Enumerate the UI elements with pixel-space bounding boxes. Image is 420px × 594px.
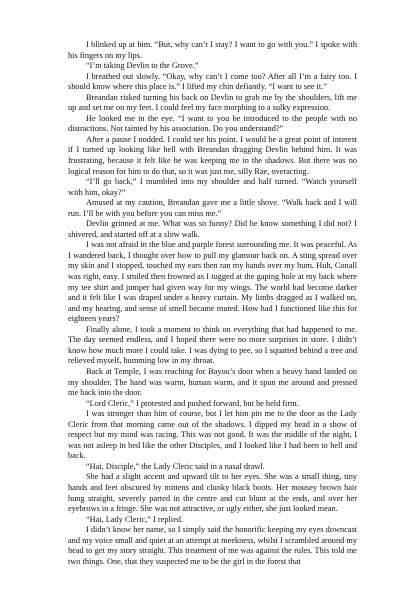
paragraph: After a pause I nodded. I could see his point. I would be a great point of interest if I turned up looking like hell with Breandan dragging Devlin behind him. It was frustrating, because it felt like he was keeping me in the shadows. But there was no logical reason for him to do that, so it was just me, silly Rae, overacting. xyxy=(68,134,357,176)
paragraph: I was stronger than him of course, but I let him pin me to the door as the Lady Cleric from that morning came out of the shadows. I dipped my head in a show of respect but my mind was racing. This was not good. It was the middle of the night, I was not asleep in bed like the other Disciples, and I looked like I had been to hell and back. xyxy=(68,409,357,461)
body-text xyxy=(68,40,357,567)
paragraph: “Hai, Lady Cleric,” I replied. xyxy=(86,514,183,524)
paragraph: “Lord Cleric,” I protested and pushed forward, but he held firm. xyxy=(86,398,299,408)
paragraph: “I’ll go back,” I mumbled into my shoulder and half turned. “Watch yourself with him, okay?” xyxy=(68,177,357,197)
paragraph: “Hai, Disciple,” the Lady Cleric said in a nasal drawl. xyxy=(86,461,265,471)
paragraph: “I’m taking Devlin to the Grove.” xyxy=(86,61,199,71)
paragraph: She had a slight accent and upward tilt to her eyes. She was a small thing, tiny hands and feet obscured by mittens and clunky black boots. Her mousey brown hair hung straight, severely parted in the centre and cut blunt at the ends, and over her eyebrows in a fringe. She was not attractive, or ugly either, she just looked mean. xyxy=(68,472,357,514)
paragraph: Devlin grinned at me. What was so funny? Did he know something I did not? I shivered, and started off at a slow walk. xyxy=(68,219,357,239)
paragraph: He looked me in the eye. “I want to you be introduced to the people with no distractions. Not tainted by his association. Do you understand?” xyxy=(68,113,357,134)
paragraph: Breandan risked turning his back on Devlin to grab me by the shoulders, lift me up and set me on my feet. I could feel my face morphing to a sulky expression. xyxy=(68,92,357,113)
paragraph: I breathed out slowly. “Okay, why can’t I come too? After all I’m a fairy too. I should know where this place is.” I lifted my chin defiantly. “I want to see it.” xyxy=(68,71,357,92)
paragraph: Finally alone, I took a moment to think on everything that had happened to me. The day seemed endless, and I hoped there were no more surprises in store. I didn’t know how much more I could take. I was dying to pee, so I squatted behind a tree and relieved myself, humming low in my throat. xyxy=(68,324,357,366)
paragraph: I didn’t know her name, so I simply said the honorific keeping my eyes downcast and my voice small and quiet at an attempt at meekness, whilst I scrambled around my head to get my story straight. This treatment of me was against the rules. This told me two things. One, that they suspected me to be the girl in the forest that xyxy=(68,525,357,566)
paragraph: Back at Temple, I was reaching for Bayou’s door when a heavy hand landed on my shoulder. The hand was warm, human warm, and it spun me around and pressed me back into the door. xyxy=(68,366,357,398)
paragraph: I was not afraid in the blue and purple forest surrounding me. It was peaceful. As I wandered back, I thought over how to pull my glamour back on. A sting spread over my skin and I stopped, touched my ears then ran my hands over my bum. Huh, Conall was right, easy. I smiled then frowned as I tugged at the gaping hole at my back where my tee shirt and jumper had given way for my wings. The world had become darker and it felt like I was draped under a heavy curtain. My limbs dragged as I walked on, and my hearing, and sense of smell became muted. How had I functioned like this for eighteen years? xyxy=(68,240,357,324)
paragraph: Amused at my caution, Breandan gave me a little shove. “Walk back and I will run. I’ll be with you before you can miss me.” xyxy=(68,198,357,218)
paragraph: I blinked up at him. “But, why can’t I stay? I want to go with you.” I spoke with his fingers on my lips. xyxy=(68,40,357,60)
